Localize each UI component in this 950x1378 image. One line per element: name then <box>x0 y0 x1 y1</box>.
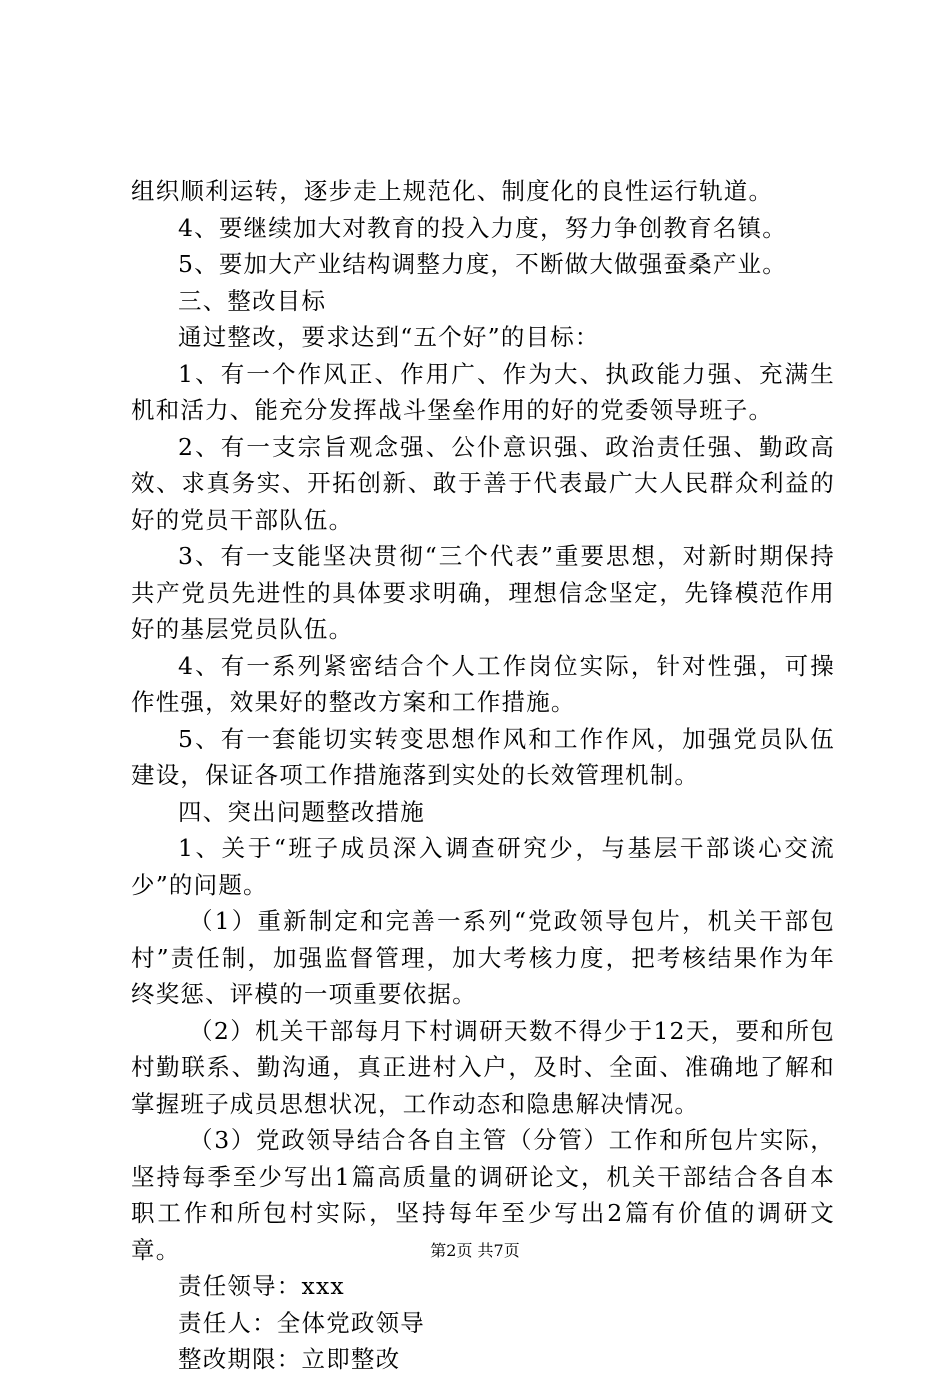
paragraph-goals-intro: 通过整改，要求达到“五个好”的目标： <box>178 323 600 351</box>
paragraph-goal-1: 1、有一个作风正、作用广、作为大、执政能力强、充满生机和活力、能充分发挥战斗堡垒作用的好的党委领导班子。 <box>131 359 835 424</box>
paragraph-goal-5: 5、有一套能切实转变思想作风和工作作风，加强党员队伍建设，保证各项工作措施落到实处的长效管理机制。 <box>131 724 835 789</box>
paragraph-goal-2: 2、有一支宗旨观念强、公仆意识强、政治责任强、勤政高效、求真务实、开拓创新、敢于善于代表最广大人民群众利益的好的党员干部队伍。 <box>131 432 835 534</box>
paragraph-item-industry: 5、要加大产业结构调整力度，不断做大做强蚕桑产业。 <box>178 250 787 278</box>
page-footer <box>0 1240 950 1262</box>
section-heading-measures: 四、突出问题整改措施 <box>178 797 425 826</box>
section-heading-goals: 三、整改目标 <box>178 286 327 315</box>
paragraph-deadline: 整改期限：立即整改 <box>178 1345 401 1373</box>
paragraph-measure-1: （1）重新制定和完善一系列“党政领导包片，机关干部包村”责任制，加强监督管理，加大考核力度，把考核结果作为年终奖惩、评模的一项重要依据。 <box>131 907 835 1008</box>
paragraph-item-education: 4、要继续加大对教育的投入力度，努力争创教育名镇。 <box>178 213 787 242</box>
page-indicator: 第2页 共7页 <box>430 1241 520 1260</box>
paragraph-measure-3: （3）党政领导结合各自主管（分管）工作和所包片实际，坚持每季至少写出1篇高质量的调研论文，机关干部结合各自本职工作和所包村实际，坚持每年至少写出2篇有价值的调研文章。 <box>131 1126 835 1264</box>
paragraph-responsible-leader: 责任领导：xxx <box>178 1272 345 1300</box>
paragraph-measure-2: （2）机关干部每月下村调研天数不得少于12天，要和所包村勤联系、勤沟通，真正进村入户，及时、全面、准确地了解和掌握班子成员思想状况，工作动态和隐患解决情况。 <box>131 1016 835 1118</box>
paragraph-issue-1: 1、关于“班子成员深入调查研究少，与基层干部谈心交流少”的问题。 <box>131 834 835 899</box>
paragraph-goal-3: 3、有一支能坚决贯彻“三个代表”重要思想，对新时期保持共产党员先进性的具体要求明确，理想信念坚定，先锋模范作用好的基层党员队伍。 <box>131 542 835 643</box>
paragraph-continuation: 组织顺利运转，逐步走上规范化、制度化的良性运行轨道。 <box>131 177 774 205</box>
paragraph-responsible-person: 责任人：全体党政领导 <box>178 1308 425 1337</box>
paragraph-goal-4: 4、有一系列紧密结合个人工作岗位实际，针对性强，可操作性强，效果好的整改方案和工作措施。 <box>131 651 835 716</box>
document-body <box>131 173 835 1378</box>
